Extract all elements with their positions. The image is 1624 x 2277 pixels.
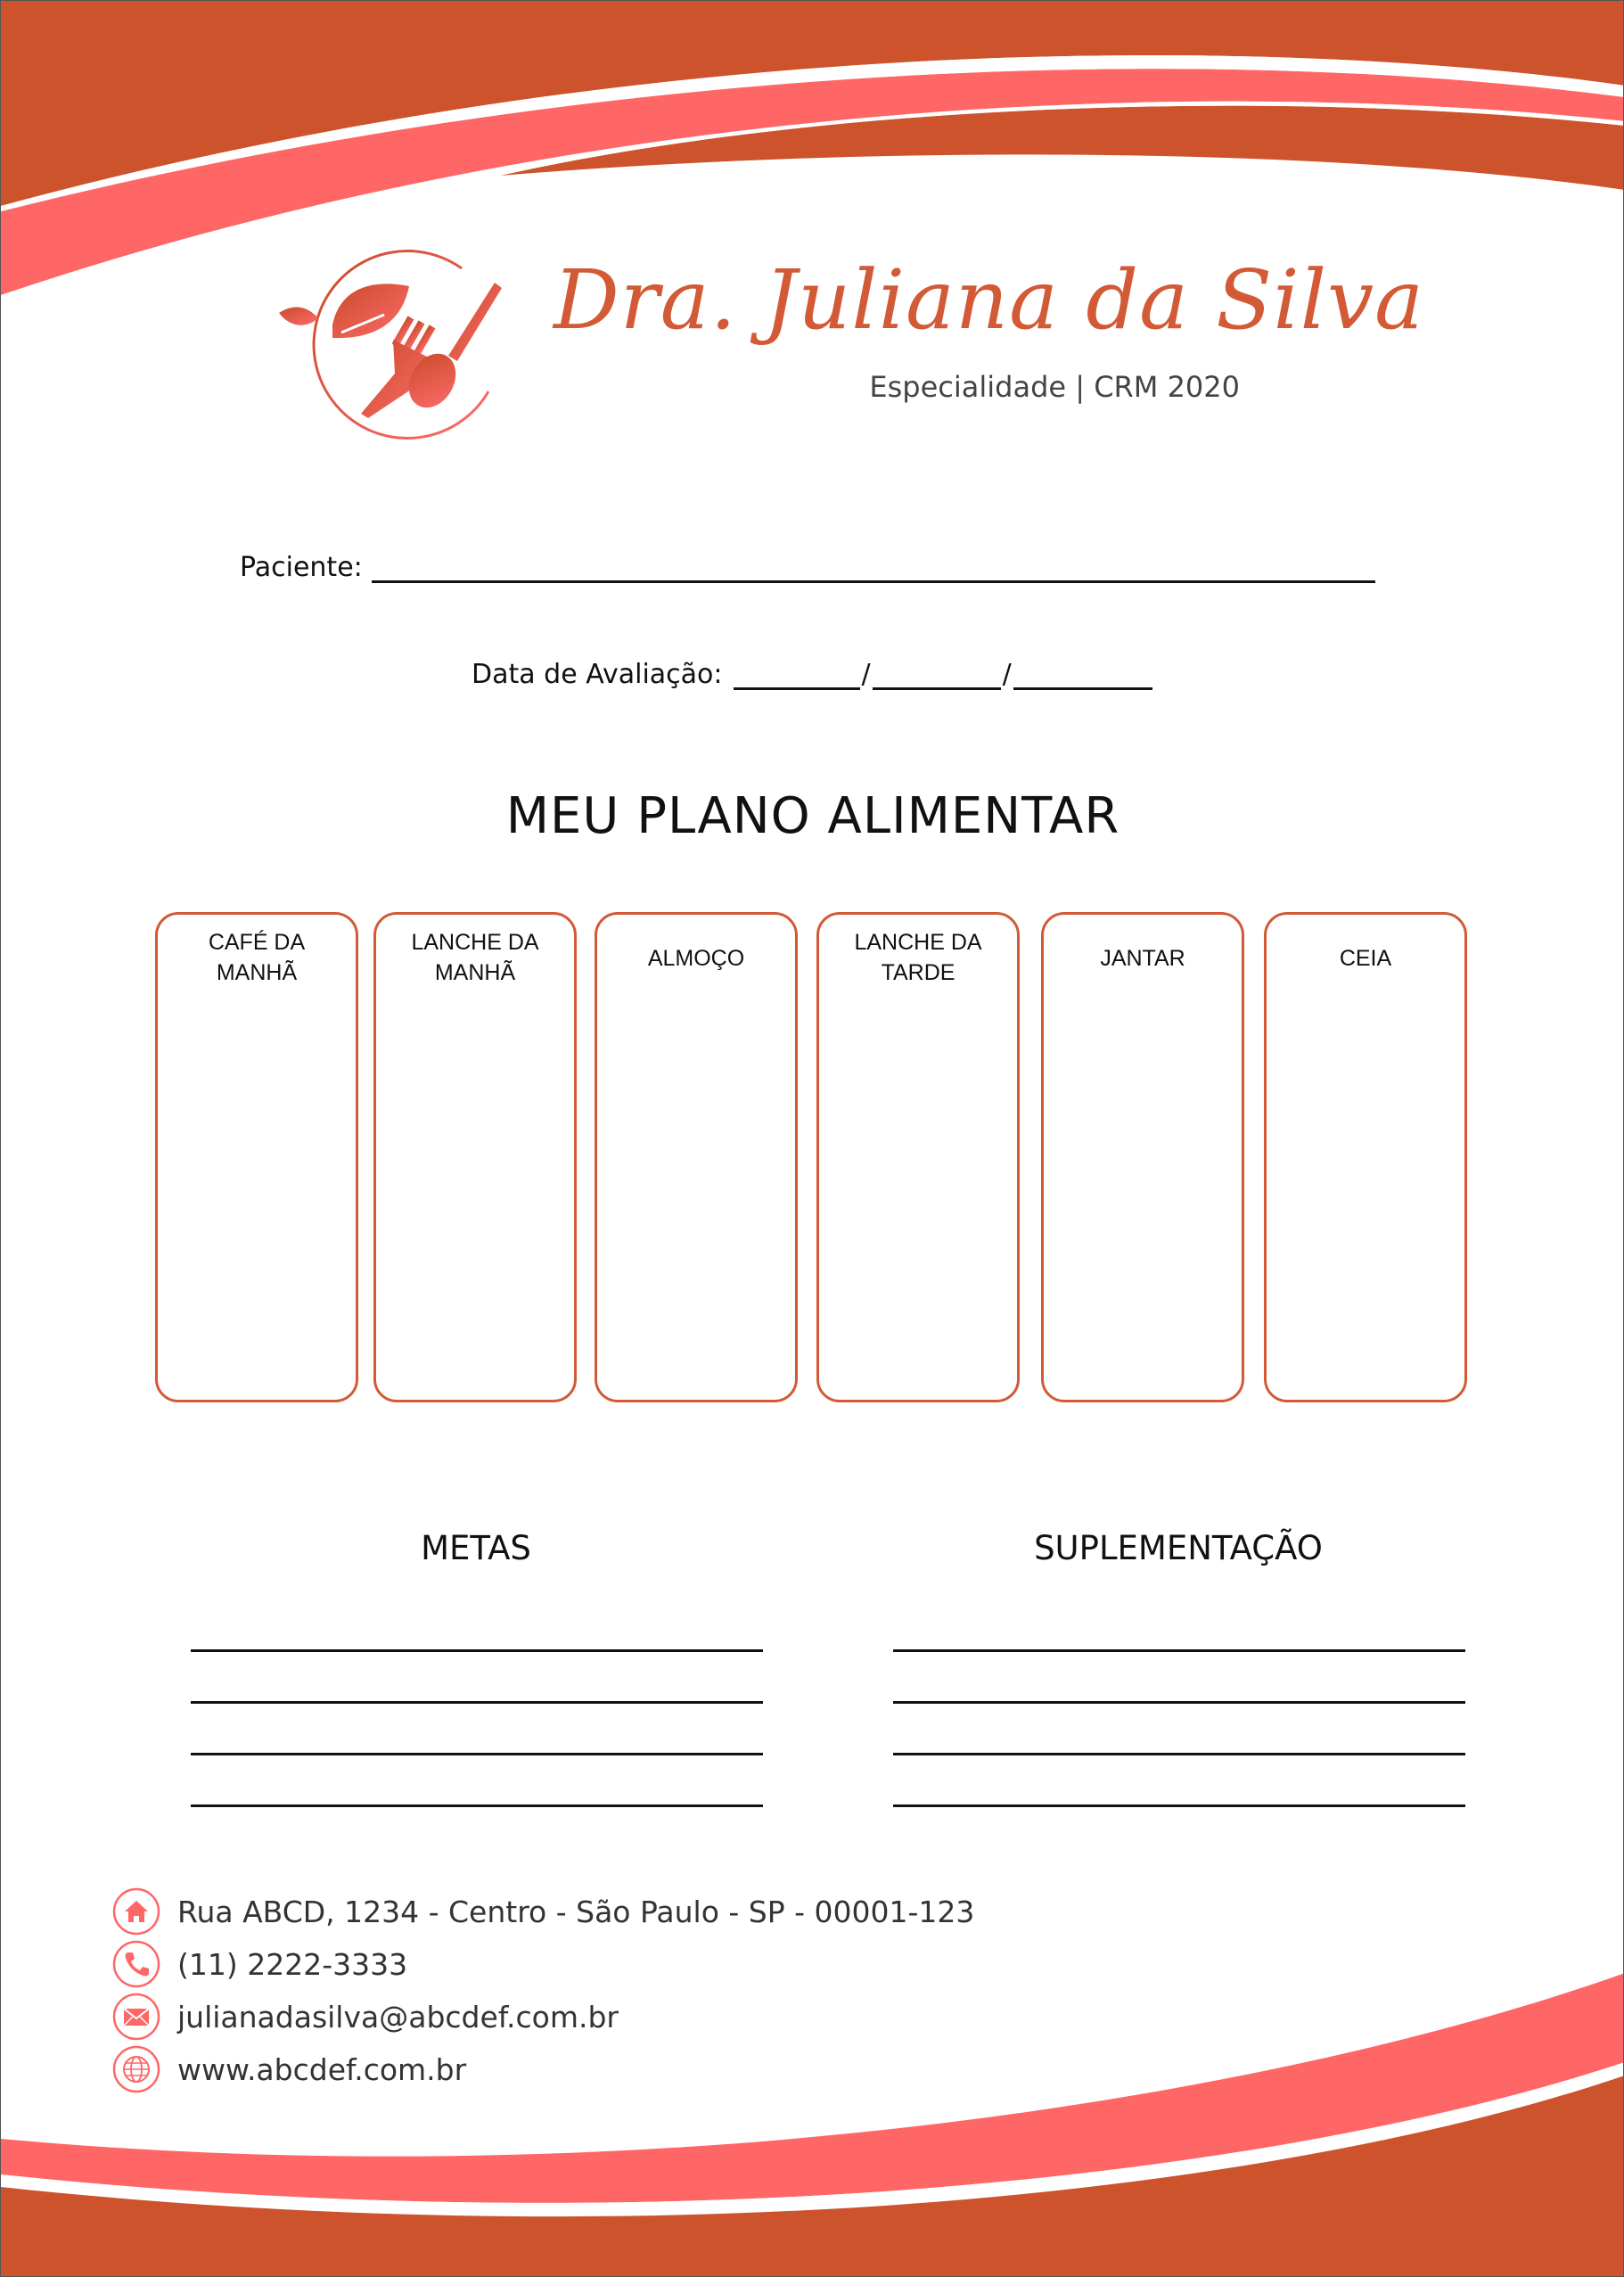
website-text: www.abcdef.com.br [177,2051,467,2087]
date-month-line[interactable] [873,661,1001,690]
date-separator: / [861,659,871,690]
meal-box-cafe-da-manha[interactable] [155,912,358,1402]
supplements-line[interactable] [893,1804,1465,1807]
goals-line[interactable] [191,1753,763,1755]
meal-label: CEIA [1339,946,1392,971]
date-year-line[interactable] [1013,661,1152,690]
goals-title: METAS [421,1529,531,1567]
plan-title: MEU PLANO ALIMENTAR [505,787,1120,845]
meal-label: ALMOÇO [647,946,745,971]
meal-label: CAFÉ DA MANHÃ [208,930,306,985]
meal-box-lanche-da-tarde[interactable] [816,912,1020,1402]
meal-label: JANTAR [1100,946,1185,971]
date-day-line[interactable] [734,661,860,690]
date-label: Data de Avaliação: [472,659,723,690]
patient-label: Paciente: [240,552,363,583]
meal-label: LANCHE DA TARDE [854,930,982,985]
patient-input-line[interactable] [372,554,1375,583]
meal-box-lanche-da-manha[interactable] [373,912,577,1402]
goals-line[interactable] [191,1804,763,1807]
patient-field[interactable] [240,552,1375,583]
doctor-name: Dra. Juliana da Silva [554,252,1424,348]
fork-spoon-leaf-icon [279,240,520,445]
meal-box-jantar[interactable] [1041,912,1244,1402]
home-icon [111,1887,161,1936]
bottom-wave-decoration [1,1973,1624,2276]
doctor-specialty: Especialidade | CRM 2020 [869,370,1240,404]
supplements-line[interactable] [893,1753,1465,1755]
goals-line[interactable] [191,1649,763,1652]
email-text: julianadasilva@abcdef.com.br [177,1999,619,2035]
address-text: Rua ABCD, 1234 - Centro - São Paulo - SP - 00001-123 [177,1894,975,1929]
goals-line[interactable] [191,1701,763,1704]
meal-box-almoco[interactable] [595,912,798,1402]
supplements-line[interactable] [893,1649,1465,1652]
supplements-title: SUPLEMENTAÇÃO [1034,1529,1323,1567]
meal-label: LANCHE DA MANHÃ [411,930,539,985]
phone-text: (11) 2222-3333 [177,1946,408,1982]
evaluation-date-field[interactable] [472,659,1152,690]
date-separator: / [1002,659,1012,690]
contact-address [111,1887,974,1936]
meal-box-ceia[interactable] [1264,912,1467,1402]
supplements-line[interactable] [893,1701,1465,1704]
